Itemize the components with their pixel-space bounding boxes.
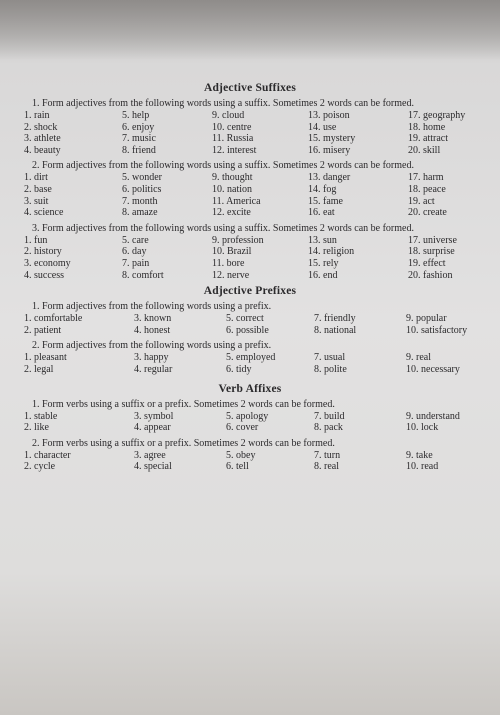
word-item: 9. thought xyxy=(212,172,253,184)
word-item: 2. shock xyxy=(24,121,58,133)
word-item: 3. agree xyxy=(134,449,166,461)
word-item: 4. special xyxy=(134,461,172,473)
word-item: 6. enjoy xyxy=(122,121,155,133)
word-item: 13. poison xyxy=(308,110,350,121)
word-item: 20. skill xyxy=(408,144,441,156)
word-item: 10. necessary xyxy=(406,363,460,375)
word-item: 14. use xyxy=(308,121,337,133)
word-item: 12. interest xyxy=(212,144,257,156)
word-item: 4. regular xyxy=(134,363,173,375)
word-item: 18. peace xyxy=(408,183,446,195)
word-item: 1. comfortable xyxy=(24,313,83,325)
word-grid xyxy=(14,235,486,281)
word-item: 7. turn xyxy=(314,449,341,461)
word-item: 5. correct xyxy=(226,313,264,325)
word-item: 1. character xyxy=(24,449,71,461)
word-column xyxy=(212,110,308,156)
word-item: 7. friendly xyxy=(314,313,356,325)
word-item: 10. satisfactory xyxy=(406,324,468,336)
word-item: 3. economy xyxy=(24,257,71,269)
word-item: 5. wonder xyxy=(122,172,162,184)
word-item: 9. cloud xyxy=(212,110,245,121)
section-title: Adjective Prefixes xyxy=(203,285,297,298)
word-item: 3. symbol xyxy=(134,410,174,422)
word-item: 1. fun xyxy=(24,234,48,246)
word-column xyxy=(226,313,314,336)
word-item: 16. end xyxy=(308,269,338,281)
word-item: 6. tidy xyxy=(226,363,252,375)
word-item: 9. popular xyxy=(406,313,447,325)
exercise-instruction: 2. Form adjectives from the following words using a prefix. xyxy=(32,340,272,352)
exercise-instruction: 1. Form adjectives from the following words using a suffix. Sometimes 2 words can be formed. xyxy=(32,98,414,109)
word-column xyxy=(226,450,314,473)
word-column xyxy=(24,110,122,156)
word-item: 11. Russia xyxy=(212,133,254,145)
word-item: 10. lock xyxy=(406,422,439,434)
word-item: 14. fog xyxy=(308,183,337,195)
word-item: 9. understand xyxy=(406,410,460,422)
word-item: 5. help xyxy=(122,110,150,121)
word-item: 18. surprise xyxy=(408,246,455,258)
word-item: 6. cover xyxy=(226,422,259,434)
word-item: 16. eat xyxy=(308,207,335,219)
word-item: 2. history xyxy=(24,246,62,258)
word-column xyxy=(122,235,212,281)
exercise-block xyxy=(14,399,486,434)
word-column xyxy=(134,313,226,336)
word-item: 5. apology xyxy=(226,410,269,422)
word-item: 17. harm xyxy=(408,172,444,184)
word-item: 8. friend xyxy=(122,144,156,156)
word-column xyxy=(308,110,408,156)
word-column xyxy=(314,450,406,473)
word-column xyxy=(406,450,486,473)
word-item: 2. legal xyxy=(24,363,54,375)
word-item: 9. profession xyxy=(212,234,264,246)
word-grid xyxy=(14,172,486,218)
word-item: 10. read xyxy=(406,461,439,473)
word-column xyxy=(24,450,134,473)
word-item: 4. beauty xyxy=(24,144,61,156)
word-item: 6. day xyxy=(122,246,147,258)
word-column xyxy=(134,411,226,434)
section-verb-affixes xyxy=(14,383,486,473)
word-column xyxy=(314,411,406,434)
word-item: 12. nerve xyxy=(212,269,250,281)
word-item: 15. fame xyxy=(308,195,343,207)
word-item: 2. like xyxy=(24,422,49,434)
exercise-instruction: 2. Form adjectives from the following words using a suffix. Sometimes 2 words can be formed. xyxy=(32,160,414,172)
word-item: 1. pleasant xyxy=(24,352,67,364)
word-item: 5. employed xyxy=(226,352,276,364)
exercise-instruction: 2. Form verbs using a suffix or a prefix. Sometimes 2 words can be formed. xyxy=(32,437,335,449)
word-item: 7. month xyxy=(122,195,158,207)
word-column xyxy=(122,172,212,218)
word-item: 17. geography xyxy=(408,110,466,121)
word-item: 14. religion xyxy=(308,246,355,258)
word-item: 16. misery xyxy=(308,144,351,156)
section-title: Verb Affixes xyxy=(218,382,282,395)
word-item: 2. cycle xyxy=(24,461,56,473)
word-item: 19. effect xyxy=(408,257,446,269)
exercise-instruction: 3. Form adjectives from the following words using a suffix. Sometimes 2 words can be formed. xyxy=(32,222,414,234)
page-shadow xyxy=(0,0,500,60)
word-item: 10. nation xyxy=(212,183,252,195)
word-column xyxy=(212,172,308,218)
word-item: 9. real xyxy=(406,352,431,364)
word-grid xyxy=(14,352,486,375)
word-item: 4. success xyxy=(24,269,64,281)
word-grid xyxy=(14,450,486,473)
word-item: 12. excite xyxy=(212,207,251,219)
word-item: 4. appear xyxy=(134,422,171,434)
word-column xyxy=(308,235,408,281)
word-item: 8. comfort xyxy=(122,269,164,281)
word-grid xyxy=(14,313,486,336)
word-item: 3. athlete xyxy=(24,133,61,145)
word-column xyxy=(408,172,486,218)
word-item: 11. America xyxy=(212,195,261,207)
word-item: 19. act xyxy=(408,195,435,207)
word-item: 1. stable xyxy=(24,410,58,422)
word-item: 7. usual xyxy=(314,352,346,364)
word-item: 18. home xyxy=(408,121,446,133)
word-column xyxy=(406,352,486,375)
word-item: 7. pain xyxy=(122,257,150,269)
word-item: 11. bore xyxy=(212,257,245,269)
word-item: 8. pack xyxy=(314,422,343,434)
section-title: Adjective Suffixes xyxy=(203,82,297,94)
word-column xyxy=(24,235,122,281)
word-column xyxy=(212,235,308,281)
word-item: 2. patient xyxy=(24,324,62,336)
word-column xyxy=(134,352,226,375)
word-item: 6. possible xyxy=(226,324,269,336)
word-item: 8. polite xyxy=(314,363,347,375)
word-column xyxy=(314,313,406,336)
exercise-block xyxy=(14,160,486,218)
word-item: 3. happy xyxy=(134,352,169,364)
exercise-block xyxy=(14,301,486,336)
word-item: 20. fashion xyxy=(408,269,453,281)
word-item: 17. universe xyxy=(408,234,457,246)
word-item: 9. take xyxy=(406,449,433,461)
word-item: 8. national xyxy=(314,324,357,336)
word-item: 5. care xyxy=(122,234,149,246)
word-item: 13. danger xyxy=(308,172,351,184)
word-item: 6. tell xyxy=(226,461,249,473)
exercise-instruction: 1. Form adjectives from the following words using a prefix. xyxy=(32,301,272,313)
exercise-block xyxy=(14,438,486,473)
word-item: 7. build xyxy=(314,410,345,422)
word-column xyxy=(226,411,314,434)
word-column xyxy=(406,411,486,434)
word-column xyxy=(308,172,408,218)
word-grid xyxy=(14,411,486,434)
exercise-block xyxy=(14,98,486,156)
word-item: 5. obey xyxy=(226,449,256,461)
word-item: 20. create xyxy=(408,207,447,219)
word-column xyxy=(24,352,134,375)
word-item: 1. dirt xyxy=(24,172,48,184)
exercise-block xyxy=(14,340,486,375)
exercise-block xyxy=(14,223,486,281)
word-grid xyxy=(14,110,486,156)
word-column xyxy=(24,172,122,218)
word-item: 15. mystery xyxy=(308,133,356,145)
word-column xyxy=(408,110,486,156)
word-item: 3. known xyxy=(134,313,172,325)
word-column xyxy=(122,110,212,156)
word-item: 1. rain xyxy=(24,110,50,121)
word-item: 8. real xyxy=(314,461,339,473)
word-item: 8. amaze xyxy=(122,207,158,219)
word-column xyxy=(314,352,406,375)
word-item: 19. attract xyxy=(408,133,448,145)
word-item: 10. Brazil xyxy=(212,246,252,258)
section-adjective-prefixes xyxy=(14,285,486,375)
word-item: 4. honest xyxy=(134,324,171,336)
word-column xyxy=(24,411,134,434)
word-column xyxy=(226,352,314,375)
section-adjective-suffixes xyxy=(14,82,486,281)
word-item: 2. base xyxy=(24,183,52,195)
word-column xyxy=(408,235,486,281)
word-item: 15. rely xyxy=(308,257,339,269)
word-item: 13. sun xyxy=(308,234,337,246)
word-column xyxy=(406,313,486,336)
word-item: 6. politics xyxy=(122,183,162,195)
word-column xyxy=(134,450,226,473)
word-column xyxy=(24,313,134,336)
word-item: 10. centre xyxy=(212,121,252,133)
word-item: 3. suit xyxy=(24,195,49,207)
exercise-instruction: 1. Form verbs using a suffix or a prefix. Sometimes 2 words can be formed. xyxy=(32,398,335,410)
word-item: 4. science xyxy=(24,207,64,219)
word-item: 7. music xyxy=(122,133,156,145)
